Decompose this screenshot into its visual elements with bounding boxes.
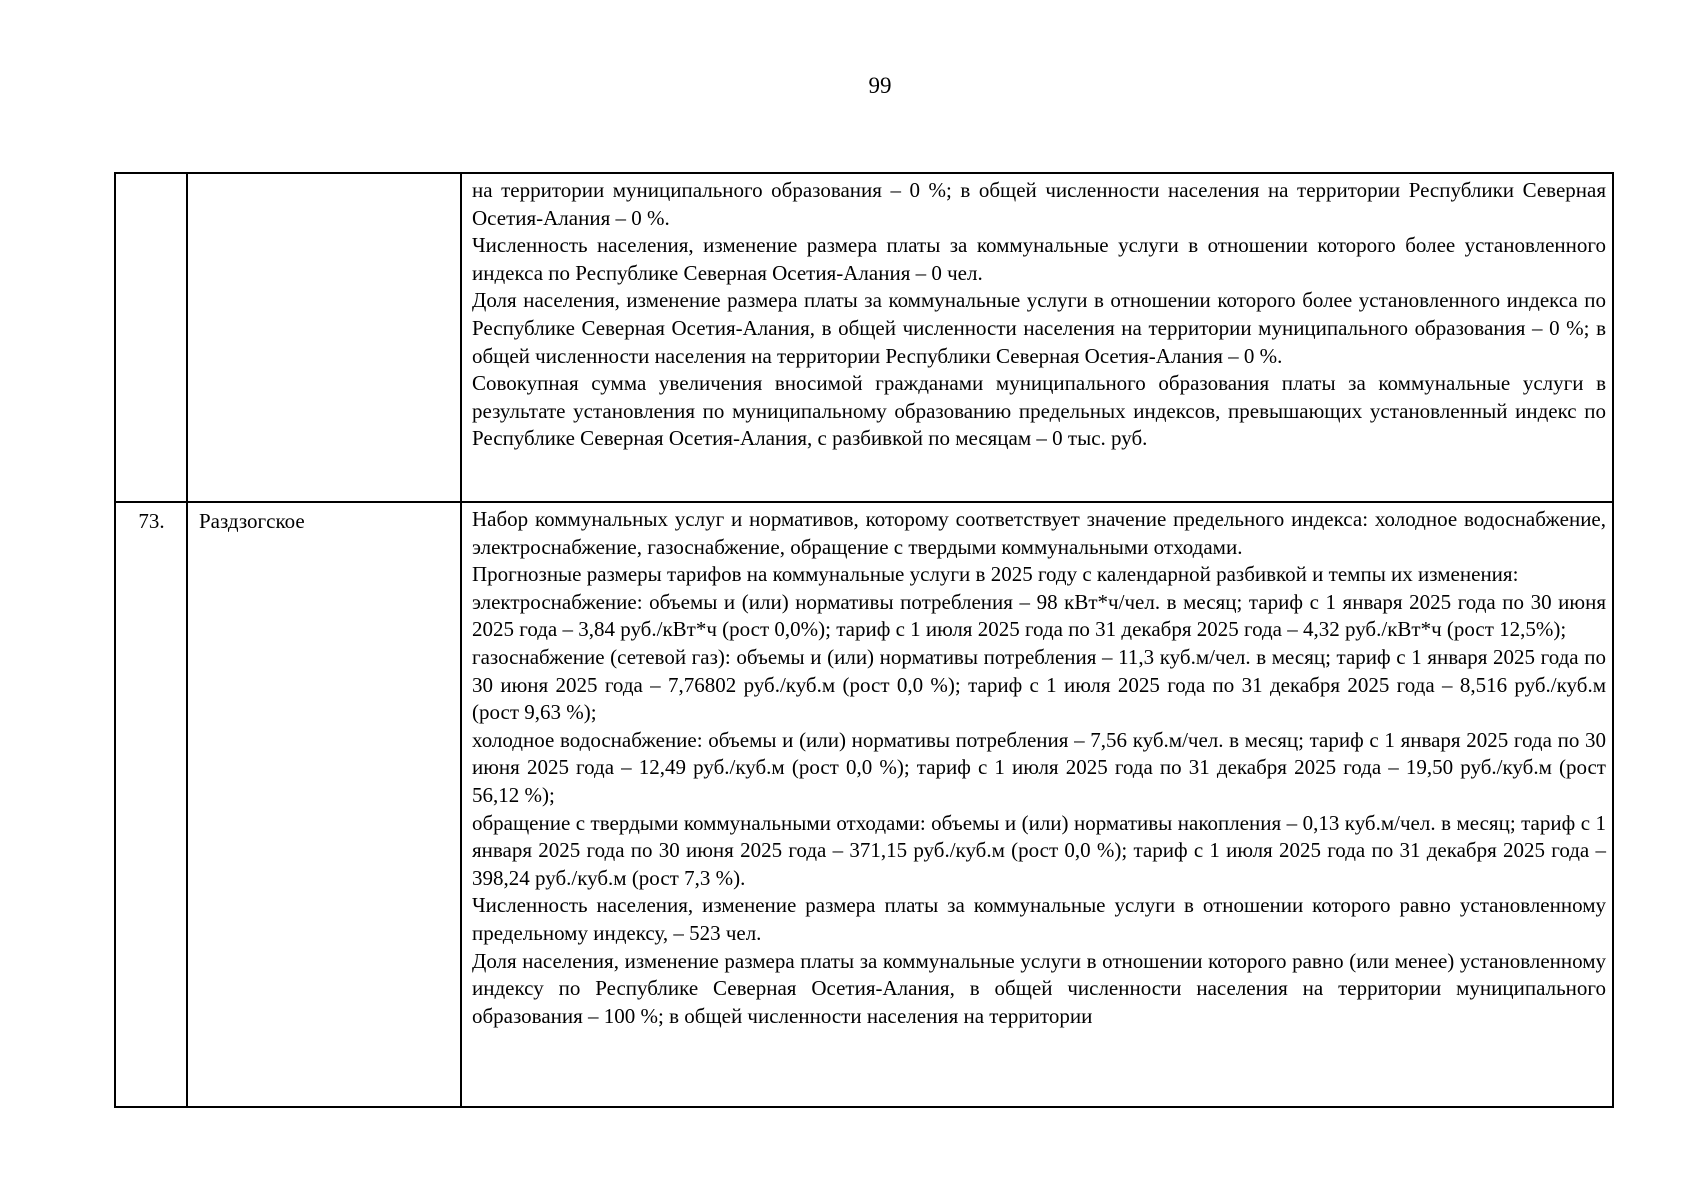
row-number-cell <box>115 173 187 502</box>
description-paragraph: Доля населения, изменение размера платы за коммунальные услуги в отношении которого равно (или менее) установленному индексу по Республике Северная Осетия-Алания, в общей численности населения на территории муниципального образования – 100 %; в общей численности населения на территории <box>472 948 1606 1028</box>
description-paragraph: газоснабжение (сетевой газ): объемы и (или) нормативы потребления – 11,3 куб.м/чел. в месяц; тариф с 1 января 2025 года по 30 июня 2025 года – 7,76802 руб./куб.м (рост 0,0 %); тариф с 1 июля 2025 года по 31 декабря 2025 года – 8,516 руб./куб.м (рост 9,63 %); <box>472 644 1606 725</box>
description-paragraph: обращение с твердыми коммунальными отходами: объемы и (или) нормативы накопления – 0,13 куб.м/чел. в месяц; тариф с 1 января 2025 года по 30 июня 2025 года – 371,15 руб./куб.м (рост 0,0 %); тариф с 1 июля 2025 года по 31 декабря 2025 года –398,24 руб./куб.м (рост 7,3 %). <box>472 810 1606 890</box>
row-number-cell: 73. <box>115 502 187 1107</box>
description-paragraph: Прогнозные размеры тарифов на коммунальные услуги в 2025 году с календарной разбивкой и темпы их изменения: <box>472 562 1519 587</box>
description-paragraph: на территории муниципального образования – 0 %; в общей численности населения на территории Республики Северная Осетия-Алания – 0 %. <box>472 178 1606 230</box>
description-paragraph: Совокупная сумма увеличения вносимой гражданами муниципального образования платы за коммунальные услуги в результате установления по муниципальному образованию предельных индексов, превышающих установленный индекс по Республике Северная Осетия-Алания, с разбивкой по месяцам – 0 тыс. руб. <box>472 371 1606 451</box>
description-paragraph: Численность населения, изменение размера платы за коммунальные услуги в отношении которого равно установленному предельному индексу, – 523 чел. <box>472 893 1606 945</box>
page-number: 99 <box>868 73 892 98</box>
table-row <box>115 173 1613 502</box>
municipality-name-cell <box>187 173 461 502</box>
municipality-name-cell: Раздзогское <box>187 502 461 1107</box>
description-cell <box>461 502 1613 1107</box>
description-paragraph: электроснабжение: объемы и (или) нормативы потребления – 98 кВт*ч/чел. в месяц; тариф с 1 января 2025 года по 30 июня 2025 года – 3,84 руб./кВт*ч (рост 0,0%); тариф с 1 июля 2025 года по 31 декабря 2025 года – 4,32 руб./кВт*ч (рост 12,5%); <box>472 589 1606 642</box>
description-cell <box>461 173 1613 502</box>
municipal-tariff-table <box>114 172 1614 1108</box>
description-paragraph: холодное водоснабжение: объемы и (или) нормативы потребления – 7,56 куб.м/чел. в месяц; тариф с 1 января 2025 года по 30 июня 2025 года – 12,49 руб./куб.м (рост 0,0 %); тариф с 1 июля 2025 года по 31 декабря 2025 года – 19,50 руб./куб.м (рост 56,12 %); <box>472 727 1606 807</box>
description-paragraph: Набор коммунальных услуг и нормативов, которому соответствует значение предельного индекса: холодное водоснабжение, электроснабжение, газоснабжение, обращение с твердыми коммунальными отходами. <box>472 507 1606 559</box>
table-row <box>115 502 1613 1107</box>
description-paragraph: Доля населения, изменение размера платы за коммунальные услуги в отношении которого более установленного индекса по Республике Северная Осетия-Алания, в общей численности населения на территории муниципального образования – 0 %; в общей численности населения на территории Республики Северная Осетия-Алания – 0 %. <box>472 288 1606 368</box>
description-paragraph: Численность населения, изменение размера платы за коммунальные услуги в отношении которого более установленного индекса по Республике Северная Осетия-Алания – 0 чел. <box>472 233 1606 285</box>
